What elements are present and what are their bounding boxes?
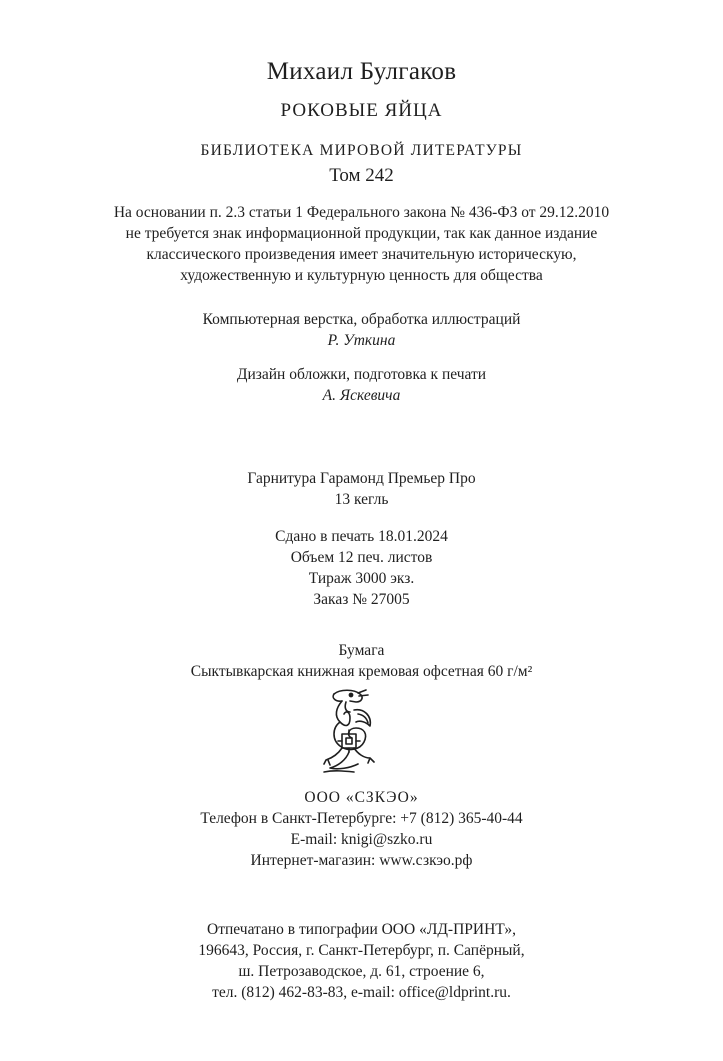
author-name xyxy=(0,55,723,89)
legal-line: художественную и культурную ценность для общества xyxy=(180,267,543,284)
publisher-phone: Телефон в Санкт-Петербурге: +7 (812) 365-40-44 xyxy=(200,810,523,827)
series-name xyxy=(0,140,723,162)
publisher-shop: Интернет-магазин: www.сзкэо.рф xyxy=(250,852,473,869)
order-line: Заказ № 27005 xyxy=(313,591,410,608)
paper-details xyxy=(0,640,723,682)
legal-notice xyxy=(0,202,723,286)
title-line: РОКОВЫЕ ЯЙЦА xyxy=(280,100,443,121)
book-title xyxy=(0,98,723,124)
credit-person: Р. Уткина xyxy=(327,332,396,349)
publisher-name: ООО «СЗКЭО» xyxy=(304,789,419,806)
printer-line: ш. Петрозаводское, д. 61, строение 6, xyxy=(238,963,485,980)
legal-line: не требуется знак информационной продукции, так как данное издание xyxy=(125,225,598,242)
credit-role: Дизайн обложки, подготовка к печати xyxy=(236,366,487,383)
publisher-email: E-mail: knigi@szko.ru xyxy=(290,831,433,848)
author-line: Михаил Булгаков xyxy=(266,58,457,85)
print-volume-line: Объем 12 печ. листов xyxy=(290,549,433,566)
paper-label: Бумага xyxy=(338,642,385,659)
series-line: БИБЛИОТЕКА МИРОВОЙ ЛИТЕРАТУРЫ xyxy=(200,142,523,159)
printer-info xyxy=(0,919,723,1003)
paper-description: Сыктывкарская книжная кремовая офсетная 60 г/м² xyxy=(190,663,533,680)
typeface-line: Гарнитура Гарамонд Премьер Про xyxy=(247,470,476,487)
volume-number xyxy=(0,163,723,189)
credit-role: Компьютерная верстка, обработка иллюстраций xyxy=(202,311,521,328)
legal-line: На основании п. 2.3 статьи 1 Федерального закона № 436-ФЗ от 29.12.2010 xyxy=(113,204,610,221)
type-size-line: 13 кегль xyxy=(334,491,389,508)
credit-layout xyxy=(0,309,723,351)
print-details xyxy=(0,526,723,610)
legal-line: классического произведения имеет значительную историческую, xyxy=(146,246,577,263)
printer-line: Отпечатано в типографии ООО «ЛД-ПРИНТ», xyxy=(207,921,516,938)
circulation-line: Тираж 3000 экз. xyxy=(308,570,415,587)
credit-cover-design xyxy=(0,364,723,406)
volume-line: Том 242 xyxy=(329,165,394,186)
printer-line: тел. (812) 462-83-83, e-mail: office@ldprint.ru. xyxy=(212,984,511,1001)
typography-info xyxy=(0,468,723,510)
publisher-dragon-logo-icon xyxy=(320,688,380,776)
sent-to-print-line: Сдано в печать 18.01.2024 xyxy=(275,528,448,545)
publisher-info xyxy=(0,787,723,871)
printer-line: 196643, Россия, г. Санкт-Петербург, п. Сапёрный, xyxy=(198,942,525,959)
credit-person: А. Яскевича xyxy=(322,387,401,404)
